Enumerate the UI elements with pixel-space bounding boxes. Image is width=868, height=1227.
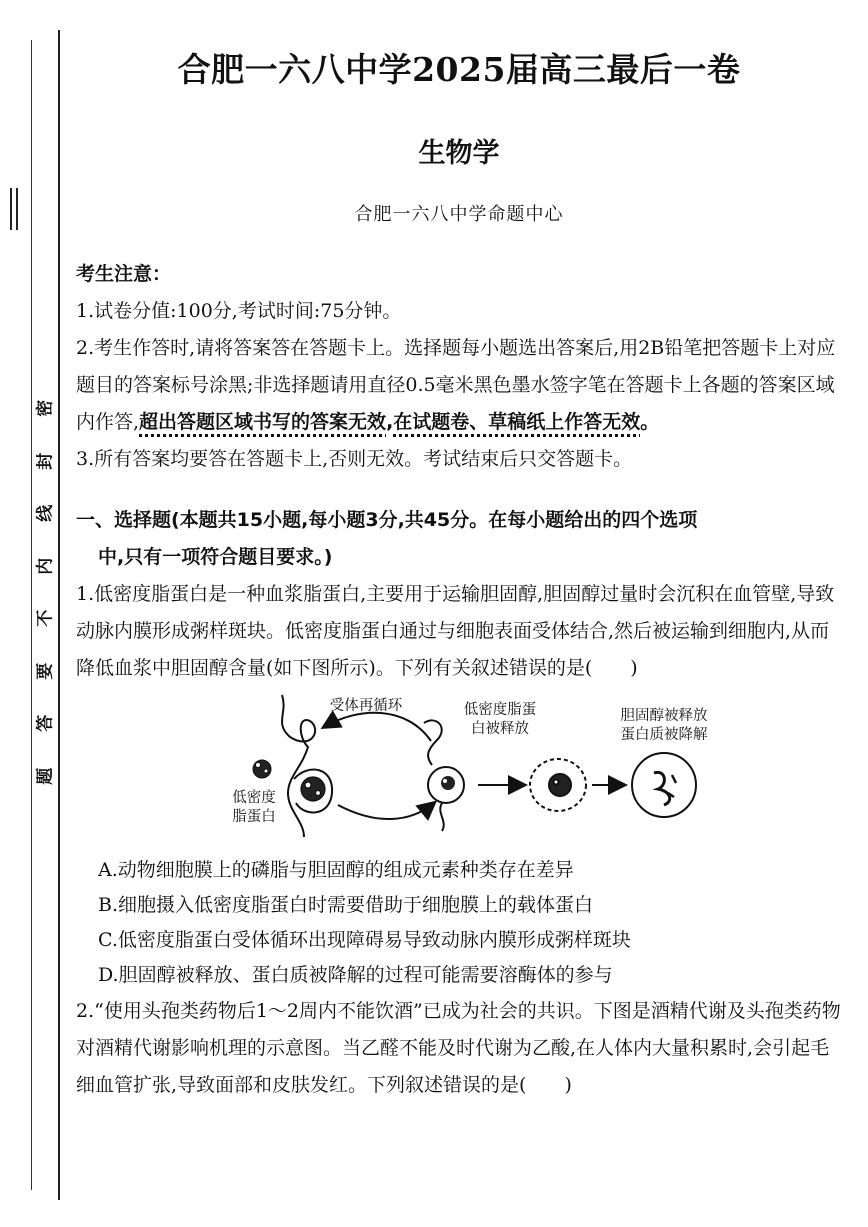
issuer-line: 合肥一六八中学命题中心 (354, 204, 564, 225)
label-receptor-recycle: 受体再循环 (329, 698, 403, 714)
label-cholesterol-released-line-1: 胆固醇被释放 (620, 708, 708, 724)
label-ldl-released-line-1: 低密度脂蛋 (463, 702, 537, 718)
binding-margin (0, 0, 68, 1227)
question-1-option-d: D.胆固醇被释放、蛋白质被降解的过程可能需要溶酶体的参与 (98, 964, 613, 986)
question-1-option-a: A.动物细胞膜上的磷脂与胆固醇的组成元素种类存在差异 (98, 859, 574, 881)
notice-end: 。 (640, 411, 660, 433)
cell-membrane-icon (282, 695, 332, 837)
notice-heading: 考生注意： (76, 263, 172, 285)
seal-char: 线 (34, 504, 55, 522)
label-ldl-line-2: 脂蛋白 (232, 809, 276, 825)
notice-item-3: 3.所有答案均要答在答题卡上,否则无效。考试结束后只交答题卡。 (76, 448, 633, 470)
notice-emphasis-2: 在试题卷、草稿纸上作答无效 (393, 411, 641, 433)
label-ldl-released (450, 701, 550, 739)
label-ldl-released-line-2: 白被释放 (471, 721, 529, 737)
notice-emphasis-1: 超出答题区域书写的答案无效 (139, 411, 387, 433)
seal-char: 题 (34, 767, 55, 785)
label-cholesterol-released (604, 707, 724, 745)
notice-separator: , (386, 411, 394, 433)
seal-char: 答 (34, 714, 55, 732)
label-cholesterol-released-line-2: 蛋白质被降解 (620, 727, 708, 743)
notice-item-2 (76, 330, 842, 441)
question-1-option-b: B.细胞摄入低密度脂蛋白时需要借助于细胞膜上的载体蛋白 (98, 894, 594, 916)
ldl-endocytosis-figure (76, 693, 842, 843)
endosome-ldl-icon (441, 776, 455, 790)
seal-char: 要 (34, 662, 55, 680)
label-ldl-line-1: 低密度 (232, 790, 276, 806)
ldl-particle-icon (253, 760, 271, 778)
seal-char: 密 (34, 399, 55, 417)
degradation-icon (632, 753, 696, 817)
uptake-arrow (338, 803, 434, 819)
exam-title: 合肥一六八中学2025届高三最后一卷 (177, 50, 741, 89)
seal-line-text (33, 382, 57, 802)
section-heading-line-1: 一、选择题(本题共15小题,每小题3分,共45分。在每小题给出的四个选项 (76, 509, 698, 531)
seal-char: 不 (34, 609, 55, 627)
notice-item-2-text: 2.考生作答时,请将答案答在答题卡上。选择题每小题选出答案后,用2B铅笔把答题卡上对应题目的答案标号涂黑;非选择题请用直径0.5毫米黑色墨水签字笔在答题卡上各题的答案区域内作答, (76, 337, 836, 433)
seal-char: 内 (34, 557, 55, 575)
section-heading (76, 502, 842, 576)
exam-page (76, 30, 842, 1104)
question-2-stem: 2.“使用头孢类药物后1～2周内不能饮酒”已成为社会的共识。下图是酒精代谢及头孢类药物对酒精代谢影响机理的示意图。当乙醛不能及时代谢为乙酸,在人体内大量积累时,会引起毛细血管扩张,导致面部和皮肤发红。下列叙述错误的是( ) (76, 1000, 841, 1096)
lysosome-fusion-icon (530, 759, 586, 811)
coated-pit-ldl-icon (301, 777, 325, 801)
recycle-arrow (324, 713, 431, 741)
notice-item-1: 1.试卷分值:100分,考试时间:75分钟。 (76, 300, 402, 322)
subject-title: 生物学 (418, 138, 500, 169)
section-heading-line-2: 中,只有一项符合题目要求。) (98, 546, 333, 568)
seal-char: 封 (34, 452, 55, 470)
question-1-option-c: C.低密度脂蛋白受体循环出现障碍易导致动脉内膜形成粥样斑块 (98, 929, 631, 951)
question-1-stem: 1.低密度脂蛋白是一种血浆脂蛋白,主要用于运输胆固醇,胆固醇过量时会沉积在血管壁,导致动脉内膜形成粥样斑块。低密度脂蛋白通过与细胞表面受体结合,然后被运输到细胞内,从而降低血浆中胆固醇含量(如下图所示)。下列有关叙述错误的是( ) (76, 583, 835, 679)
binding-mark (10, 188, 18, 230)
label-ldl (224, 789, 284, 827)
